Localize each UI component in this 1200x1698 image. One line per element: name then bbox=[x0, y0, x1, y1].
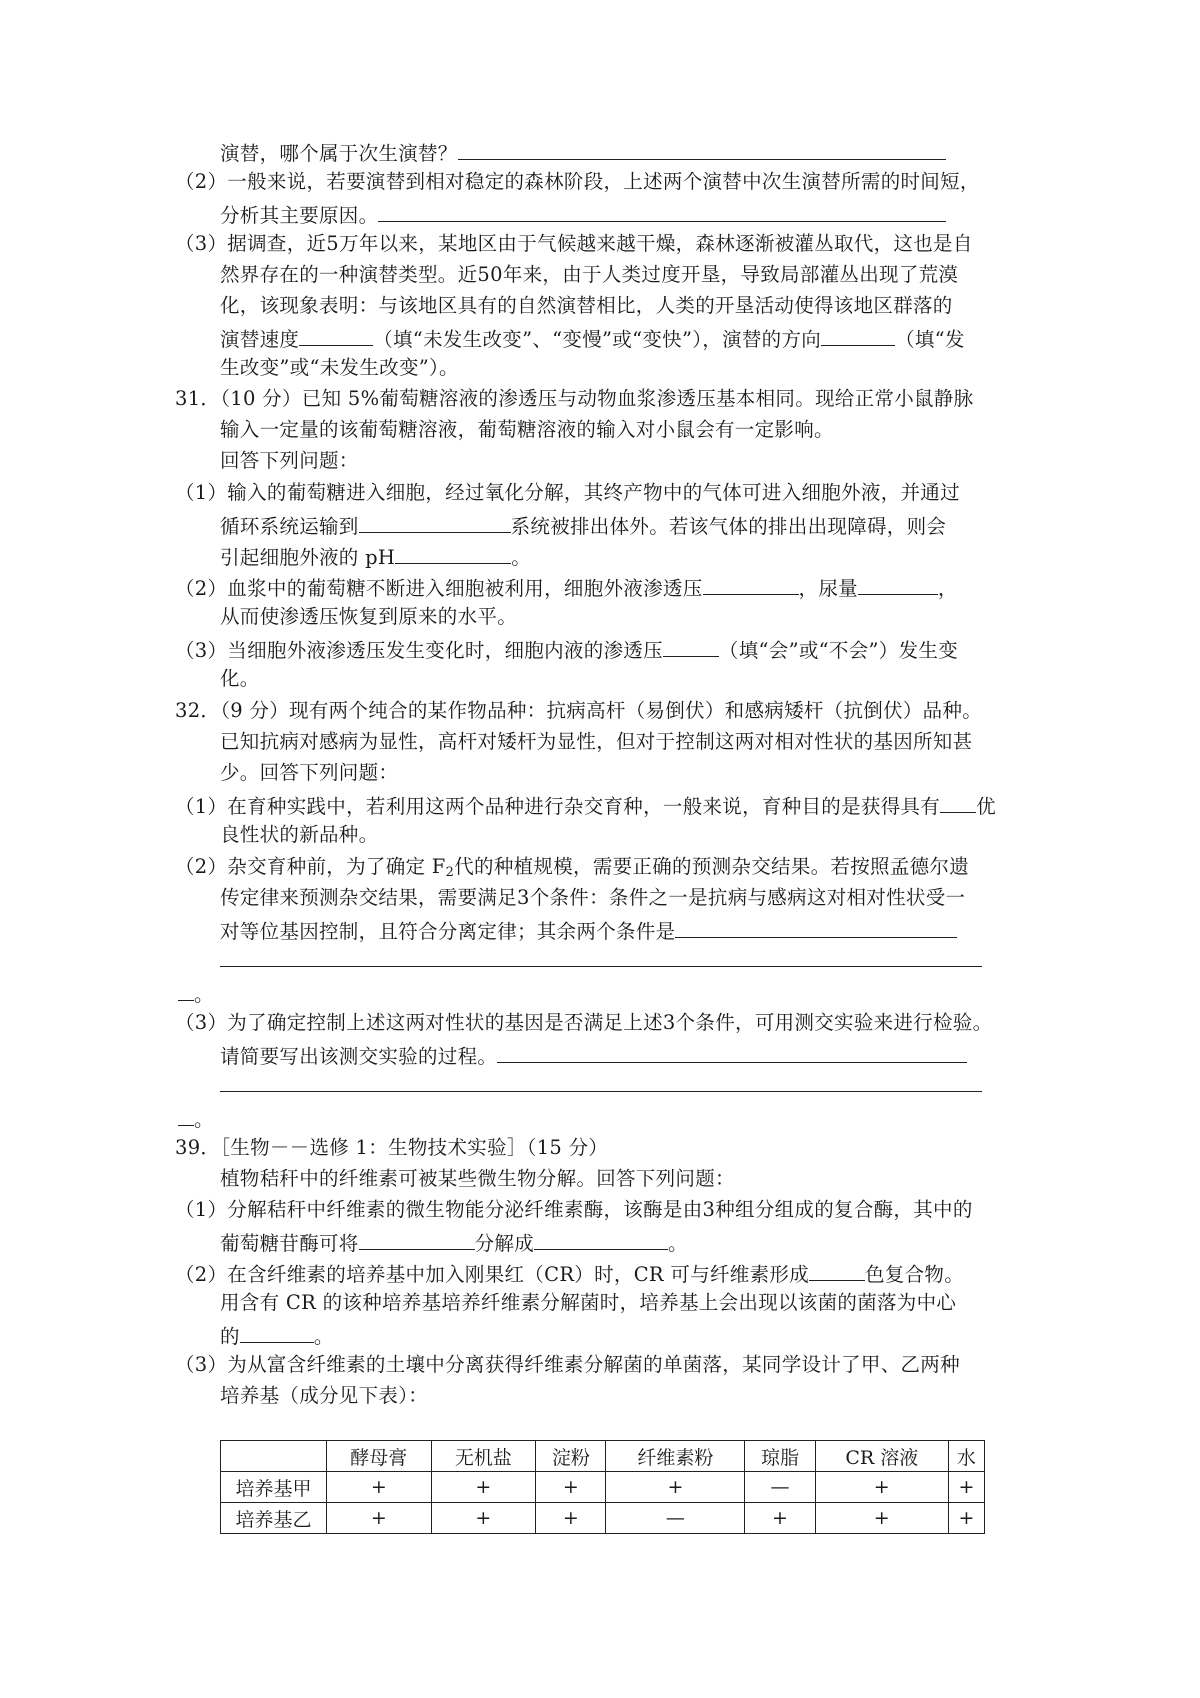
q32-part1-line-2: 良性状的新品种。 bbox=[220, 823, 379, 846]
q31-part2-text-2: ，尿量 bbox=[798, 577, 858, 600]
q31-part1-text-2: 系统被排出体外。若该气体的排出出现障碍，则会 bbox=[510, 515, 947, 538]
table-header-cell: 酵母膏 bbox=[327, 1441, 432, 1472]
q39-part2-line-3 bbox=[220, 1324, 334, 1347]
q32-part2-line-3 bbox=[220, 919, 957, 942]
table-row-label: 培养基甲 bbox=[221, 1472, 327, 1503]
q31-part1-line-3 bbox=[220, 545, 531, 568]
table-cell: + bbox=[327, 1472, 432, 1503]
table-cell: + bbox=[948, 1472, 984, 1503]
medium-composition-table bbox=[220, 1440, 985, 1534]
q39-part2-line-2: 用含有 CR 的该种培养基培养纤维素分解菌时，培养基上会出现以该菌的菌落为中心 bbox=[220, 1291, 957, 1314]
table-header-cell: 水 bbox=[948, 1441, 984, 1472]
answer-blank[interactable] bbox=[178, 1107, 194, 1126]
q32-heading: 32．（9 分）现有两个纯合的某作物品种：抗病高杆（易倒伏）和感病矮杆（抗倒伏）品种。 bbox=[175, 699, 983, 722]
q32-part2-line-1 bbox=[175, 857, 969, 879]
table-header-cell: 纤维素粉 bbox=[606, 1441, 745, 1472]
q31-part2-text: （2）血浆中的葡萄糖不断进入细胞被利用，细胞外液渗透压 bbox=[175, 577, 703, 600]
table-header-cell: 无机盐 bbox=[431, 1441, 536, 1472]
q31-heading: 31．（10 分）已知 5%葡萄糖溶液的渗透压与动物血浆渗透压基本相同。现给正常小鼠静脉 bbox=[175, 387, 974, 410]
punctuation: 。 bbox=[194, 1108, 214, 1131]
q32-part2-line-2: 传定律来预测杂交结果，需要满足3个条件：条件之一是抗病与感病这对相对性状受一 bbox=[220, 886, 966, 909]
table-cell: + bbox=[948, 1503, 984, 1534]
q39-part2-text-2: 色复合物。 bbox=[865, 1263, 965, 1286]
q30-part2-line-2 bbox=[220, 203, 946, 226]
q31-part3-hint: （填“会”或“不会”）发生变 bbox=[718, 639, 958, 662]
q30-line-1 bbox=[220, 141, 946, 164]
q32-part2-text-3: 对等位基因控制，且符合分离定律；其余两个条件是 bbox=[220, 920, 676, 943]
table-row-label: 培养基乙 bbox=[221, 1503, 327, 1534]
answer-blank[interactable] bbox=[858, 576, 938, 595]
q31-part3-text: （3）当细胞外液渗透压发生变化时，细胞内液的渗透压 bbox=[175, 639, 663, 662]
q31-part1-text: 循环系统运输到 bbox=[220, 515, 359, 538]
q32-part3-line-end bbox=[178, 1107, 214, 1130]
table-row bbox=[221, 1503, 985, 1534]
q30-part3-text: 演替速度 bbox=[220, 328, 300, 351]
q30-part2-line-1: （2）一般来说，若要演替到相对稳定的森林阶段，上述两个演替中次生演替所需的时间短， bbox=[175, 170, 980, 193]
q32-part3-line-1: （3）为了确定控制上述这两对性状的基因是否满足上述3个条件，可用测交实验来进行检验。 bbox=[175, 1011, 993, 1034]
table-header-row bbox=[221, 1441, 985, 1472]
answer-blank[interactable] bbox=[663, 638, 719, 657]
q30-part3-hint-2: （填“发 bbox=[895, 328, 965, 351]
table-cell: + bbox=[536, 1472, 606, 1503]
answer-blank[interactable] bbox=[675, 919, 957, 938]
punctuation: ， bbox=[937, 577, 958, 600]
table-header-cell bbox=[221, 1441, 327, 1472]
answer-blank[interactable] bbox=[395, 545, 511, 564]
q31-part2-line-1 bbox=[175, 576, 958, 599]
q31-part1-text-3: 引起细胞外液的 pH bbox=[220, 546, 396, 569]
q32-part3-line-2 bbox=[220, 1044, 967, 1067]
answer-blank[interactable] bbox=[821, 327, 895, 346]
answer-blank[interactable] bbox=[940, 794, 976, 813]
q30-part3-hint: （填“未发生改变”、“变慢”或“变快”），演替的方向 bbox=[373, 328, 822, 351]
table-cell: + bbox=[536, 1503, 606, 1534]
answer-blank[interactable] bbox=[497, 1044, 967, 1063]
q31-part1-line-2 bbox=[220, 514, 946, 537]
answer-blank[interactable] bbox=[359, 1231, 475, 1250]
q30-part3-line-5: 生改变”或“未发生改变”）。 bbox=[220, 356, 459, 379]
table-cell: — bbox=[745, 1472, 815, 1503]
subscript: 2 bbox=[445, 865, 455, 880]
punctuation: 。 bbox=[194, 983, 214, 1006]
q32-part1-text-2: 优 bbox=[976, 795, 996, 818]
q39-part2-text: （2）在含纤维素的培养基中加入刚果红（CR）时，CR 可与纤维素形成 bbox=[175, 1263, 810, 1286]
punctuation: 。 bbox=[313, 1325, 334, 1348]
table-cell: + bbox=[327, 1503, 432, 1534]
q39-part1-text-2: 分解成 bbox=[474, 1232, 535, 1255]
q30-part3-line-1: （3）据调查，近5万年以来，某地区由于气候越来越干燥，森林逐渐被灌丛取代，这也是自 bbox=[175, 232, 973, 255]
answer-blank[interactable] bbox=[378, 203, 946, 222]
q31-heading-line-2: 输入一定量的该葡萄糖溶液，葡萄糖溶液的输入对小鼠会有一定影响。 bbox=[220, 418, 834, 441]
answer-blank[interactable] bbox=[458, 141, 946, 160]
answer-blank[interactable] bbox=[240, 1324, 314, 1343]
punctuation: 。 bbox=[668, 1232, 688, 1255]
table-header-cell: 淀粉 bbox=[536, 1441, 606, 1472]
answer-line[interactable] bbox=[220, 966, 982, 967]
answer-blank[interactable] bbox=[359, 514, 511, 533]
q31-instruction: 回答下列问题： bbox=[220, 449, 359, 472]
q30-part3-line-2: 然界存在的一种演替类型。近50年来，由于人类过度开垦，导致局部灌丛出现了荒漠 bbox=[220, 263, 959, 286]
q39-part2-line-1 bbox=[175, 1262, 964, 1285]
table-row bbox=[221, 1472, 985, 1503]
q32-part1-text: （1）在育种实践中，若利用这两个品种进行杂交育种，一般来说，育种目的是获得具有 bbox=[175, 795, 941, 818]
table-cell: + bbox=[431, 1472, 536, 1503]
q39-heading: 39．［生物－－选修 1：生物技术实验］（15 分） bbox=[175, 1136, 609, 1159]
answer-line[interactable] bbox=[220, 1091, 982, 1092]
q31-part2-line-2: 从而使渗透压恢复到原来的水平。 bbox=[220, 605, 518, 628]
table-cell: + bbox=[815, 1503, 948, 1534]
q32-heading-line-2: 已知抗病对感病为显性，高杆对矮杆为显性，但对于控制这两对相对性状的基因所知甚 bbox=[220, 730, 973, 753]
q32-heading-line-3: 少。回答下列问题： bbox=[220, 761, 399, 784]
q31-part3-line-2: 化。 bbox=[220, 667, 260, 690]
q30-part3-line-3: 化，该现象表明：与该地区具有的自然演替相比，人类的开垦活动使得该地区群落的 bbox=[220, 294, 953, 317]
table-header-cell: 琼脂 bbox=[745, 1441, 815, 1472]
answer-blank[interactable] bbox=[299, 327, 373, 346]
table-cell: + bbox=[815, 1472, 948, 1503]
q39-part3-line-1: （3）为从富含纤维素的土壤中分离获得纤维素分解菌的单菌落，某同学设计了甲、乙两种 bbox=[175, 1353, 960, 1376]
q32-part2-line-end bbox=[178, 982, 214, 1005]
q32-part2-text-2: 代的种植规模，需要正确的预测杂交结果。若按照孟德尔遗 bbox=[454, 855, 970, 878]
table-cell: + bbox=[606, 1472, 745, 1503]
answer-blank[interactable] bbox=[178, 982, 194, 1001]
punctuation: 。 bbox=[511, 546, 531, 569]
q32-part3-text: 请简要写出该测交实验的过程。 bbox=[220, 1045, 498, 1068]
q31-part3-line-1 bbox=[175, 638, 958, 661]
q39-part1-line-1: （1）分解秸秆中纤维素的微生物能分泌纤维素酶，该酶是由3种组分组成的复合酶，其中的 bbox=[175, 1198, 973, 1221]
answer-blank[interactable] bbox=[809, 1262, 865, 1281]
q39-part1-line-2 bbox=[220, 1231, 688, 1254]
q30-part2-text: 分析其主要原因。 bbox=[220, 204, 379, 227]
q32-part1-line-1 bbox=[175, 794, 996, 817]
q39-part1-text: 葡萄糖苷酶可将 bbox=[220, 1232, 359, 1255]
q39-intro: 植物秸秆中的纤维素可被某些微生物分解。回答下列问题： bbox=[220, 1167, 735, 1190]
q32-part2-text: （2）杂交育种前，为了确定 F bbox=[175, 855, 446, 878]
q30-part3-line-4 bbox=[220, 327, 965, 350]
table-cell: + bbox=[431, 1503, 536, 1534]
q31-part1-line-1: （1）输入的葡萄糖进入细胞，经过氧化分解，其终产物中的气体可进入细胞外液，并通过 bbox=[175, 481, 960, 504]
table-header-cell: CR 溶液 bbox=[815, 1441, 948, 1472]
q30-question-text: 演替，哪个属于次生演替？ bbox=[220, 142, 458, 165]
table-cell: — bbox=[606, 1503, 745, 1534]
answer-blank[interactable] bbox=[703, 576, 799, 595]
table-cell: + bbox=[745, 1503, 815, 1534]
q39-part3-line-2: 培养基（成分见下表）： bbox=[220, 1384, 429, 1407]
answer-blank[interactable] bbox=[534, 1231, 668, 1250]
q39-part2-text-3: 的 bbox=[220, 1325, 240, 1348]
